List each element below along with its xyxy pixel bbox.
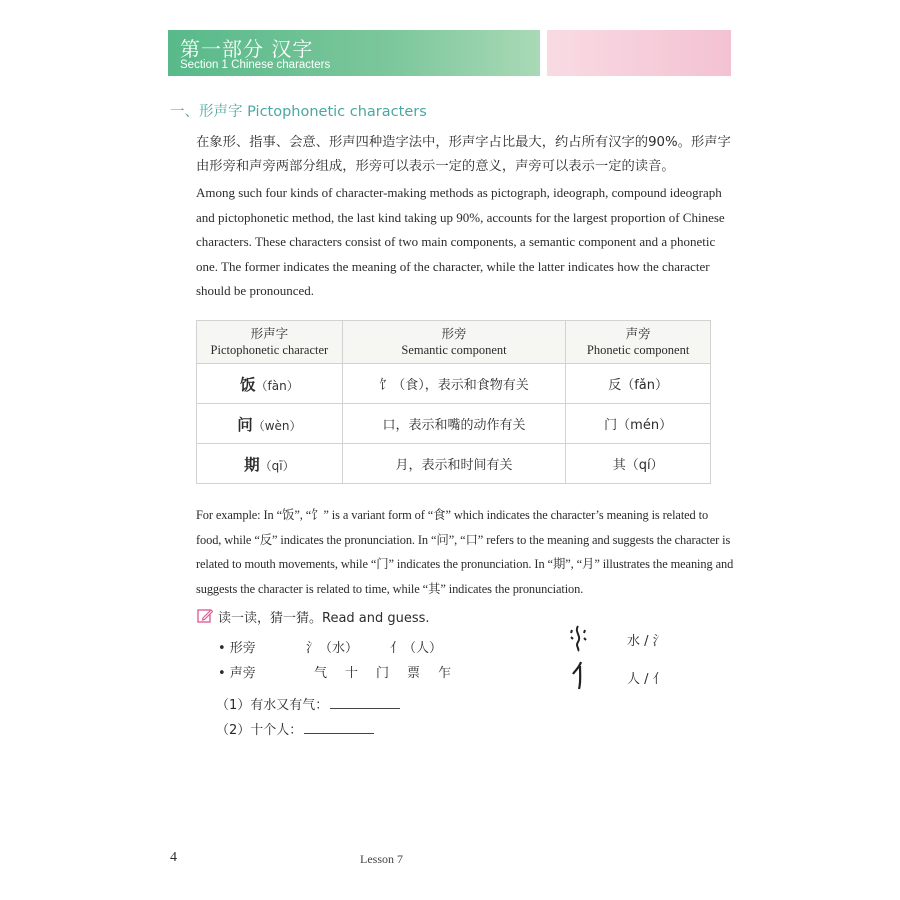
- water-gloss: 水 / 氵: [627, 634, 666, 649]
- header-pictophonetic: 形声字 Pictophonetic character: [197, 321, 343, 364]
- answer-blank-1[interactable]: [330, 696, 400, 709]
- section-banner: [168, 30, 540, 76]
- section-title: 第一部分 汉字: [180, 37, 314, 61]
- phonetic-items: 气 十 门 票 乍: [314, 666, 452, 681]
- semantic-cell: 饣（食），表示和食物有关: [342, 364, 565, 404]
- pictophonetic-heading: 一、形声字 Pictophonetic characters: [170, 104, 427, 120]
- ancient-water-glyph-icon: [568, 624, 588, 652]
- english-intro-paragraph: Among such four kinds of character-making methods as pictograph, ideograph, compound ideograph and pictophonetic method, the last kind taking up 90%, accounts for the largest proportion of Chinese characters. These characters consist of two main components, a semantic component and a phonetic one. The former indicates the meaning of the character, while the latter indicates how the character should be pronounced.: [196, 185, 725, 298]
- section-subtitle: Section 1 Chinese characters: [180, 59, 331, 71]
- character-cell: 饭（fàn）: [197, 364, 343, 404]
- read-and-guess-heading: 读一读，猜一猜。Read and guess.: [218, 611, 430, 626]
- lesson-label: Lesson 7: [360, 852, 403, 866]
- table-row: [197, 444, 711, 484]
- table-row: [197, 364, 711, 404]
- semantic-items: 氵（水） 亻（人）: [306, 641, 443, 656]
- page-number: 4: [170, 850, 177, 865]
- pictophonetic-table: [196, 320, 711, 484]
- question-2: （2）十个人：: [216, 719, 374, 738]
- semantic-label: • 形旁: [218, 641, 256, 656]
- semantic-cell: 口，表示和嘴的动作有关: [342, 404, 565, 444]
- header-phonetic: 声旁 Phonetic component: [566, 321, 711, 364]
- semantic-cell: 月，表示和时间有关: [342, 444, 565, 484]
- character-cell: 问（wèn）: [197, 404, 343, 444]
- phonetic-cell: 门（mén）: [566, 404, 711, 444]
- decorative-pink-bar: [547, 30, 731, 76]
- phonetic-label: • 声旁: [218, 666, 256, 681]
- phonetic-cell: 反（fǎn）: [566, 364, 711, 404]
- ancient-person-glyph-icon: [570, 660, 588, 690]
- phonetic-cell: 其（qí）: [566, 444, 711, 484]
- answer-blank-2[interactable]: [304, 721, 374, 734]
- chinese-intro-paragraph: 在象形、指事、会意、形声四种造字法中，形声字占比最大，约占所有汉字的90%。形声字由形旁和声旁两部分组成，形旁可以表示一定的意义，声旁可以表示一定的读音。: [196, 135, 731, 174]
- header-semantic: 形旁 Semantic component: [342, 321, 565, 364]
- person-gloss: 人 / 亻: [627, 672, 666, 687]
- character-cell: 期（qī）: [197, 444, 343, 484]
- example-paragraph: For example: In “饭”, “饣” is a variant form of “食” which indicates the character’s meaning is related to food, while “反” indicates the pronunciation. In “问”, “口” refers to the meaning and suggests the character is related to mouth movements, while “门” indicates the pronunciation. In “期”, “月” illustrates the meaning and suggests the character is related to time, while “其” indicates the pronunciation.: [196, 508, 734, 596]
- pencil-icon: [197, 608, 213, 624]
- table-row: [197, 404, 711, 444]
- table-header-row: [197, 321, 711, 364]
- question-1: （1）有水又有气：: [216, 694, 400, 713]
